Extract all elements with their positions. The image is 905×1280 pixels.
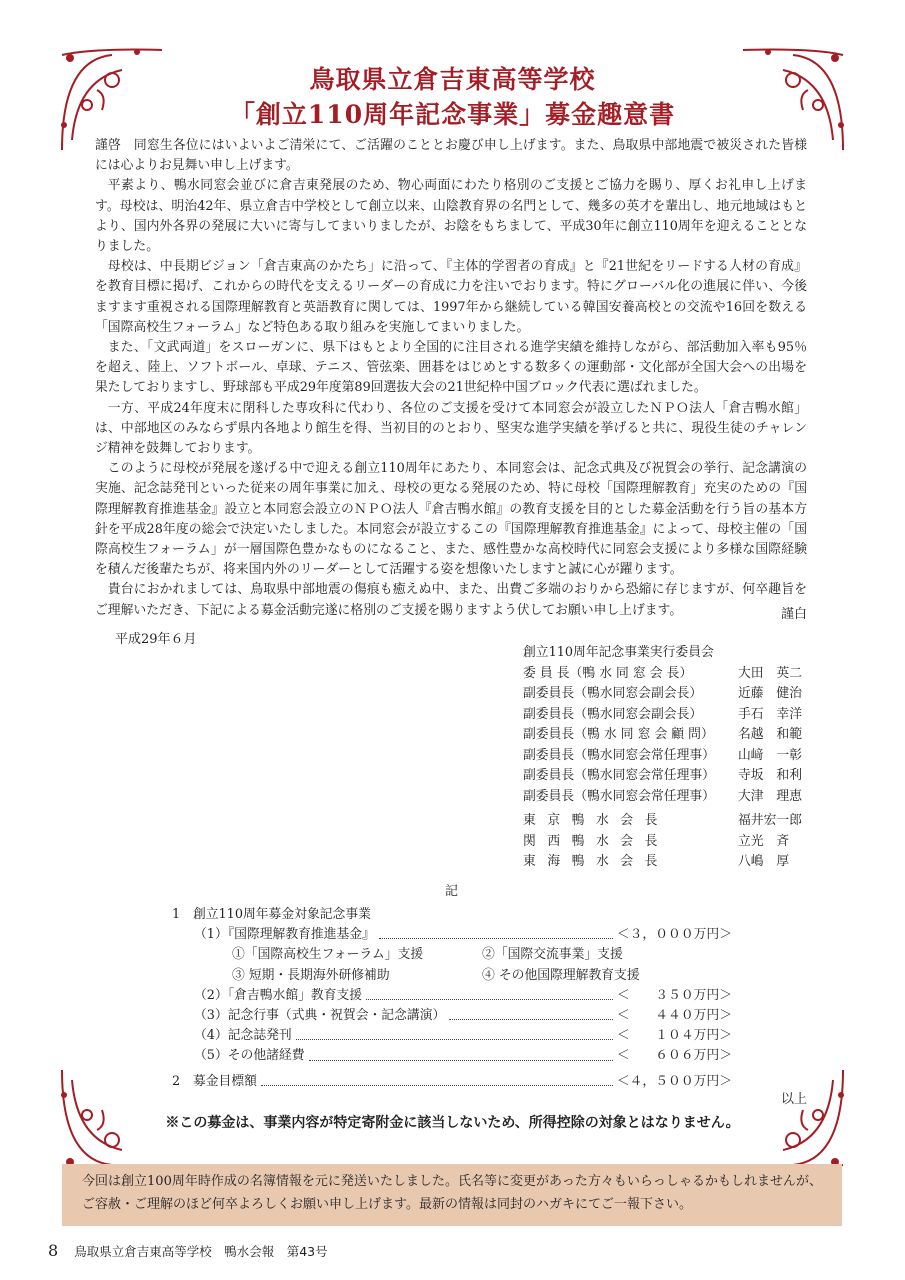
fund-line-label: （4）記念誌発刊	[194, 1028, 292, 1044]
branch-role: 東京鴨水会長	[523, 813, 669, 828]
fund-line-amount: ＜３，０００万円＞	[616, 927, 732, 943]
paragraph: 母校は、中長期ビジョン「倉吉東高のかたち」に沿って、『主体的学習者の育成』と『21世紀をリードする人材の育成』を教育目標に掲げ、これからの時代を支えるリーダーの育成に力を注いでおります。特にグローバル化の進展に伴い、今後ますます重視される国際理解教育と英語教育に関しては、1997年から継続している韓国安養高校との交流や16回を数える「国際高校生フォーラム」など特色ある取り組みを実施してまいりました。	[95, 259, 807, 335]
sub-items-row	[172, 966, 732, 986]
member-name: 山﨑 一彰	[738, 747, 802, 763]
fund-total-amount: ＜４，５００万円＞	[616, 1073, 732, 1089]
fund-line-label: （2）「倉吉鴨水館」教育支援	[194, 987, 363, 1003]
fund-line-amount: ＜ ４４０万円＞	[616, 1008, 732, 1024]
fund-total-line	[172, 1072, 732, 1092]
page-footer	[48, 1241, 328, 1260]
committee-heading: 創立110周年記念事業実行委員会	[523, 645, 714, 660]
member-role: 副委員長（鴨水同窓会常任理事）	[523, 788, 715, 804]
fund-line-label: （5）その他諸経費	[194, 1048, 305, 1064]
paragraph: また、「文武両道」をスローガンに、県下はもとより全国的に注目される進学実績を維持しながら、部活動加入率も95％を超え、陸上、ソフトボール、卓球、テニス、管弦楽、囲碁をはじめとする数多くの運動部・文化部が全国大会への出場を果たしておりますし、野球部も平成29年度第89回選抜大会の21世紀枠中国ブロック代表に選ばれました。	[95, 340, 807, 396]
committee-row	[523, 725, 818, 746]
committee-row	[523, 705, 818, 726]
sub-items-row	[172, 945, 732, 965]
committee-row	[523, 746, 818, 767]
branch-row	[523, 832, 818, 853]
branch-row	[523, 811, 818, 832]
member-role: 副委員長（鴨水同窓会副会長）	[523, 706, 703, 722]
committee-row	[523, 664, 818, 685]
member-name: 大津 理恵	[738, 788, 802, 804]
branch-name: 立光 斉	[738, 833, 790, 849]
paragraph: 一方、平成24年度末に閉科した専攻科に代わり、各位のご支援を受けて本同窓会が設立したＮＰＯ法人「倉吉鴨水館」は、中部地区のみならず県内各地より館生を得、当初目的のとおり、堅実な進学実績を挙げると共に、現役生徒のチャレンジ精神を鼓舞しております。	[95, 400, 807, 457]
page-subtitle: 「創立110周年記念事業」募金趣意書	[229, 100, 676, 129]
member-role: 副委員長（鴨 水 同 窓 会 顧 問）	[523, 727, 714, 742]
fund-line-amount: ＜ ６０６万円＞	[616, 1048, 732, 1064]
fund-line	[172, 925, 732, 945]
branch-row	[523, 852, 818, 873]
sub-item: ②「国際交流事業」支援	[482, 947, 623, 963]
member-name: 大田 英二	[738, 665, 802, 681]
member-role: 副委員長（鴨水同窓会常任理事）	[523, 747, 715, 763]
fund-line-amount: ＜ １０４万円＞	[616, 1028, 732, 1044]
closing-word: 謹白	[780, 607, 807, 622]
member-name: 名越 和範	[738, 727, 802, 742]
fund-line	[172, 1026, 732, 1046]
fund-line	[172, 1006, 732, 1026]
letter-body	[95, 136, 807, 621]
sub-item: ③ 短期・長期海外研修補助	[232, 967, 390, 983]
sub-item: ④ その他国際理解教育支援	[482, 967, 640, 983]
ijou-mark: 以上	[780, 1092, 807, 1107]
fund-line-label: （3）記念行事（式典・祝賀会・記念講演）	[194, 1008, 446, 1024]
letter-date: 平成29年６月	[115, 632, 197, 647]
fund-line	[172, 986, 732, 1006]
committee-row	[523, 787, 818, 808]
info-banner: 今回は創立100周年時作成の名簿情報を元に発送いたしました。氏名等に変更があった方々もいらっしゃるかもしれませんが、ご容赦・ご理解のほど何卒よろしくお願い申し上げます。最新の情報は同封のハガキにてご一報下さい。	[62, 1164, 842, 1226]
page-number: 8	[48, 1241, 59, 1260]
member-role: 副委員長（鴨水同窓会副会長）	[523, 686, 703, 701]
branch-name: 福井宏一郎	[738, 813, 802, 828]
member-name: 寺坂 和利	[738, 768, 802, 783]
branch-role: 関西鴨水会長	[523, 833, 669, 849]
branch-name: 八嶋 厚	[738, 854, 790, 869]
sub-item: ①「国際高校生フォーラム」支援	[232, 947, 424, 963]
page-title: 鳥取県立倉吉東高等学校	[309, 65, 596, 94]
ki-heading: 記	[445, 884, 459, 899]
fund-total-label: 2 募金目標額	[172, 1073, 257, 1089]
fund-line-label: （1）『国際理解教育推進基金』	[194, 927, 375, 943]
fund-line	[172, 1046, 732, 1066]
item1-label: 1 創立110周年募金対象記念事業	[172, 907, 371, 922]
tax-notice: ※この募金は、事業内容が特定寄附金に該当しないため、所得控除の対象とはなりません。	[165, 1115, 740, 1131]
member-role: 副委員長（鴨水同窓会常任理事）	[523, 768, 715, 783]
member-role: 委 員 長（鴨 水 同 窓 会 長）	[523, 665, 693, 681]
paragraph: 謹啓 同窓生各位にはいよいよご清栄にて、ご活躍のこととお慶び申し上げます。また、鳥取県中部地震で被災された皆様には心よりお見舞い申し上げます。	[95, 138, 807, 174]
fund-items	[172, 905, 732, 1092]
member-name: 近藤 健治	[738, 686, 802, 701]
member-name: 手石 幸洋	[738, 706, 802, 722]
committee-row	[523, 766, 818, 787]
footer-text: 鳥取県立倉吉東高等学校 鴨水会報 第43号	[74, 1244, 328, 1259]
paragraph: このように母校が発展を遂げる中で迎える創立110周年にあたり、本同窓会は、記念式典及び祝賀会の挙行、記念講演の実施、記念誌発刊といった従来の周年事業に加え、母校の更なる発展のため、特に母校「国際理解教育」充実のための『国際理解教育推進基金』設立と本同窓会設立のＮＰＯ法人『倉吉鴨水館』の教育支援を目的とした募金活動を行う旨の基本方針を平成28年度の総会で決定いたしました。本同窓会が設立するこの『国際理解教育推進基金』によって、母校主催の「国際高校生フォーラム」が一層国際色豊かなものになること、また、感性豊かな高校時代に同窓会支援により多様な国際経験を積んだ後輩たちが、将来国内外のリーダーとして活躍する姿を想像いたしますと誠に心が躍ります。	[95, 461, 807, 578]
fund-line-amount: ＜ ３５０万円＞	[616, 987, 732, 1003]
paragraph: 平素より、鴨水同窓会並びに倉吉東発展のため、物心両面にわたり格別のご支援とご協力を賜り、厚くお礼申し上げます。母校は、明治42年、県立倉吉中学校として創立以来、山陰教育界の名門として、幾多の英才を輩出し、地元地域はもとより、国内外各界の発展に大いに寄与してまいりましたが、お陰をもちまして、平成30年に創立110周年を迎えることとなりました。	[95, 178, 807, 255]
branch-role: 東海鴨水会長	[523, 854, 669, 869]
committee-list	[523, 643, 818, 873]
committee-row	[523, 684, 818, 705]
paragraph: 貴台におかれましては、鳥取県中部地震の傷痕も癒えぬ中、また、出費ご多端のおりから恐縮に存じますが、何卒趣旨をご理解いただき、下記による募金活動完遂に格別のご支援を賜りますよう伏してお願い申し上げます。	[95, 582, 807, 618]
